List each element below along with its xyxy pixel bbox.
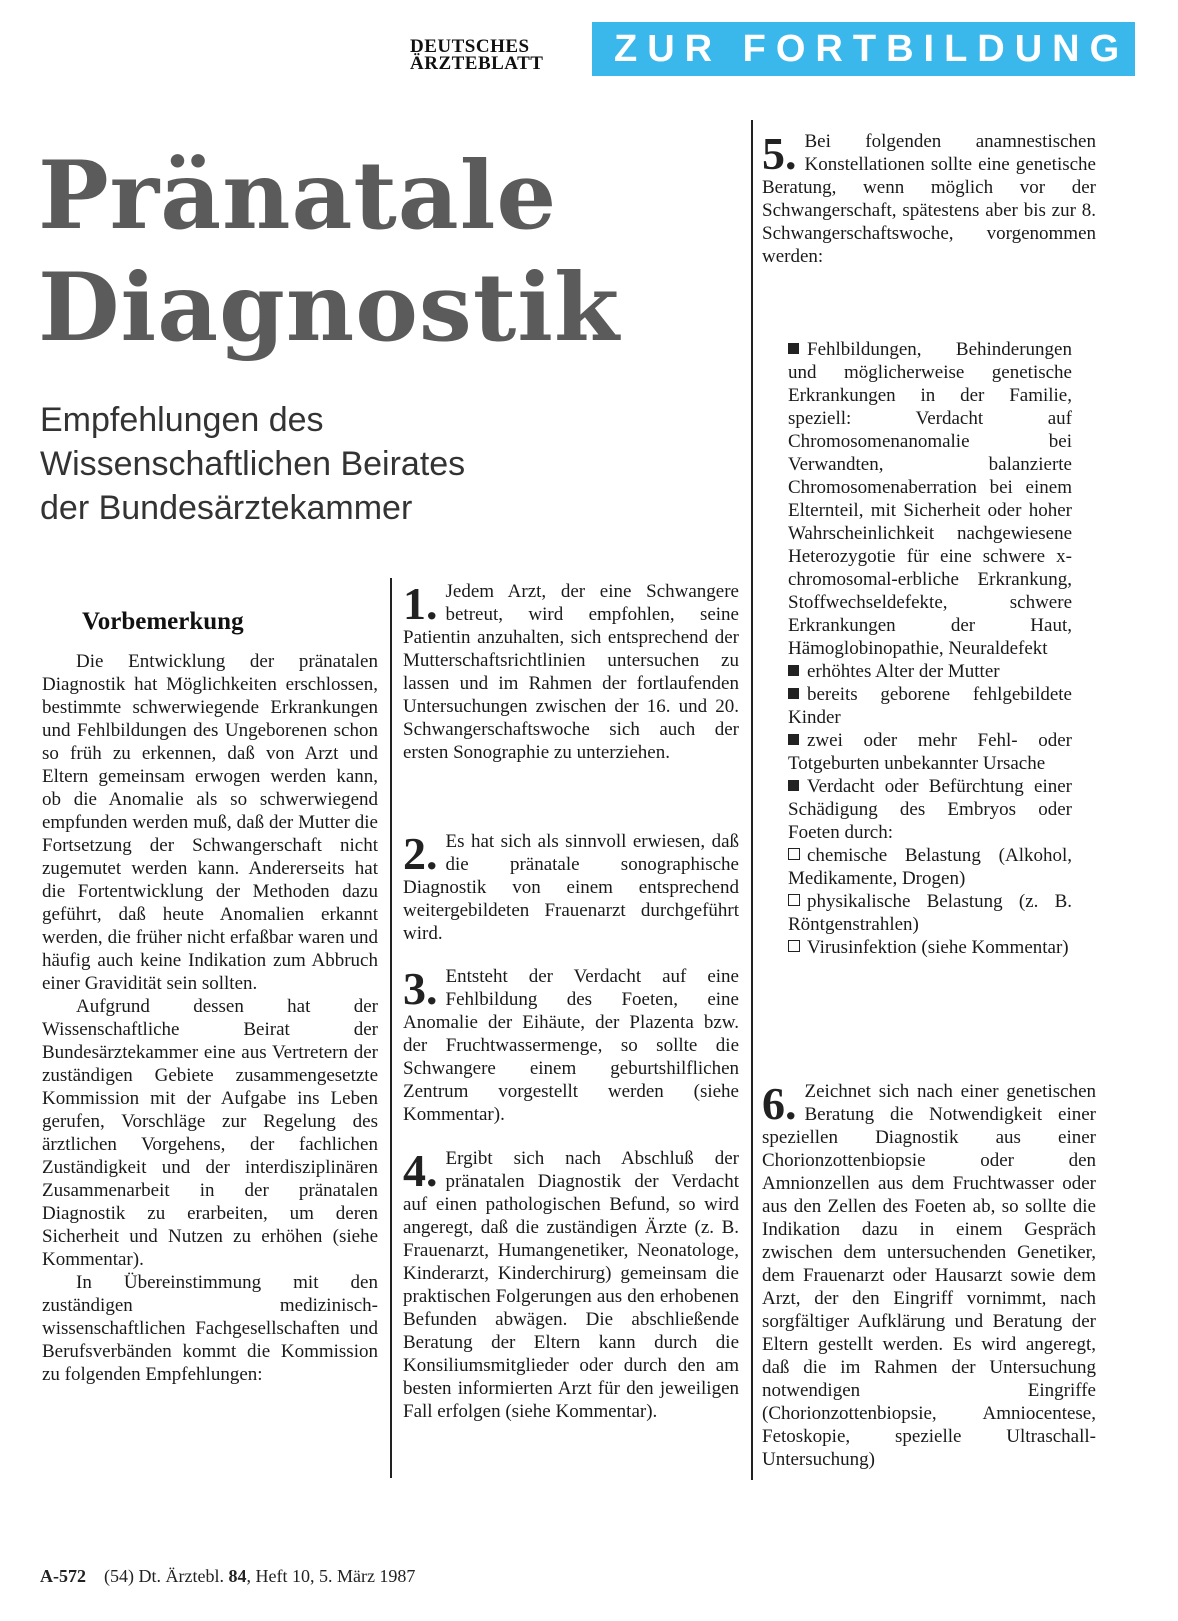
recommendation-text: Zeichnet sich nach einer genetischen Beratung die Notwendigkeit einer speziellen Diagnostik aus einer Chorionzottenbiopsie oder den Amnionzellen aus dem Fruchtwasser oder aus den Zellen des Foeten ab, so sollte die Indikation dazu in einem Gespräch zwischen dem untersuchenden Genetiker, dem Frauenarzt oder Hausarzt sowie dem Arzt, der den Eingriff vornimmt, nach sorgfältiger Aufklärung und Beratung der Eltern gestellt werden. Es wird angeregt, daß die im Rahmen der Untersuchung notwendigen Eingriffe (Chorionzottenbiopsie, Amniocentese, Fetoskopie, spezielle Ultraschall-Untersuchung) (762, 1081, 1096, 1470)
recommendation-text: Ergibt sich nach Abschluß der pränatalen Diagnostik der Verdacht auf einen pathologischen Befund, so wird angeregt, daß die zuständigen Ärzte (z. B. Frauenarzt, Humangenetiker, Neonatologe, Kinderarzt, Kinderchirurg) gemeinsam die praktischen Folgerungen aus den erhobenen Befunden abwägen. Die abschließende Beratung der Eltern kann durch die Konsiliumsmitglieder oder durch den am besten informierten Arzt für den jeweiligen Fall erfolgen (siehe Kommentar). (403, 1148, 739, 1422)
square-bullet-icon (788, 343, 799, 354)
recommendation-2 (403, 830, 739, 945)
column-divider-2 (751, 120, 753, 1480)
square-bullet-icon (788, 780, 799, 791)
checkbox-outline-icon (788, 894, 800, 906)
section-banner: ZUR FORTBILDUNG (592, 22, 1135, 76)
sub-list-item: chemische Belastung (Alkohol, Medikamente, Drogen) (788, 845, 1072, 889)
subtitle-line-2: Wissenschaftlichen Beirates (40, 445, 466, 483)
page-footer (40, 1566, 415, 1587)
title-line-2: Diagnostik (38, 253, 621, 363)
journal-logo (410, 38, 543, 72)
preface-text (42, 650, 378, 1386)
recommendation-3 (403, 965, 739, 1126)
preface-paragraph-3: In Übereinstimmung mit den zuständigen medizinisch-wissenschaftlichen Fachgesellschaften und Berufsverbänden kommt die Kommission zu folgenden Empfehlungen: (42, 1272, 378, 1385)
recommendation-number: 3. (403, 963, 438, 1014)
square-bullet-icon (788, 688, 799, 699)
recommendation-4 (403, 1147, 739, 1423)
column-divider-1 (390, 578, 392, 1478)
recommendation-text: Jedem Arzt, der eine Schwangere betreut, wird empfohlen, seine Patientin anzuhalten, sich entsprechend der Mutterschaftsrichtlinien untersuchen zu lassen und im Rahmen der fortlaufenden Untersuchungen zwischen der 16. und 20. Schwangerschaftswoche sich auch der ersten Sonographie zu unterziehen. (403, 581, 739, 763)
preface-heading: Vorbemerkung (82, 608, 244, 635)
list-item: zwei oder mehr Fehl- oder Totgeburten unbekannter Ursache (788, 730, 1072, 774)
logo-line-2: ÄRZTEBLATT (410, 53, 544, 74)
sub-list-item: physikalische Belastung (z. B. Röntgenstrahlen) (788, 891, 1072, 935)
recommendation-1 (403, 580, 739, 764)
list-item: Fehlbildungen, Behinderungen und möglicherweise genetische Erkrankungen in der Familie, speziell: Verdacht auf Chromosomenanomalie bei Verwandten, balanzierte Chromosomenaberration bei einem Elternteil, mit Sicherheit oder hoher Wahrscheinlichkeit nachgewiesene Heterozygotie für eine schwere x-chromosomal-erbliche Erkrankung, Stoffwechseldefekte, schwere Erkrankungen der Haut, Hämoglobinopathie, Neuraldefekt (788, 339, 1072, 659)
square-bullet-icon (788, 665, 799, 676)
sub-list-item: Virusinfektion (siehe Kommentar) (788, 936, 1072, 959)
checkbox-outline-icon (788, 848, 800, 860)
recommendation-number: 1. (403, 578, 438, 629)
preface-paragraph-2: Aufgrund dessen hat der Wissenschaftliche Beirat der Bundesärztekammer eine aus Vertretern der zuständigen Gebiete zusammengesetzte Kommission mit der Aufgabe ins Leben gerufen, Vorschläge zur Regelung des ärztlichen Vorgehens, der fachlichen Zuständigkeit und der interdisziplinären Zusammenarbeit in der pränatalen Diagnostik zu erarbeiten, um deren Sicherheit und Nutzen zu erhöhen (siehe Kommentar). (42, 996, 378, 1270)
square-bullet-icon (788, 734, 799, 745)
logo-line-1: DEUTSCHES (410, 36, 530, 57)
recommendation-6 (762, 1080, 1096, 1471)
recommendation-5 (762, 130, 1096, 268)
recommendation-text: Es hat sich als sinnvoll erwiesen, daß die pränatale sonographische Diagnostik von einem entsprechend weitergebildeten Frauenarzt durchgeführt wird. (403, 831, 739, 944)
subtitle-line-1: Empfehlungen des (40, 401, 324, 439)
indication-list (788, 338, 1072, 959)
title-line-1: Pränatale (38, 141, 558, 251)
issue-suffix: , Heft 10, 5. März 1987 (246, 1566, 416, 1586)
checkbox-outline-icon (788, 940, 800, 952)
recommendation-number: 5. (762, 128, 797, 179)
recommendation-number: 2. (403, 828, 438, 879)
recommendation-number: 6. (762, 1078, 797, 1129)
issue-prefix: (54) Dt. Ärztebl. (104, 1566, 224, 1586)
recommendation-text: Entsteht der Verdacht auf eine Fehlbildung des Foeten, eine Anomalie der Eihäute, der Plazenta bzw. der Fruchtwassermenge, so sollte die Schwangere einem geburtshilflichen Zentrum vorgestellt werden (siehe Kommentar). (403, 966, 739, 1125)
page-id: A-572 (40, 1566, 86, 1586)
subtitle-line-3: der Bundesärztekammer (40, 489, 413, 527)
list-item: erhöhtes Alter der Mutter (788, 660, 1072, 683)
article-subtitle (40, 398, 465, 530)
volume-number: 84 (228, 1566, 247, 1586)
preface-paragraph-1: Die Entwicklung der pränatalen Diagnostik hat Möglichkeiten erschlossen, bestimmte schwerwiegende Erkrankungen und Fehlbildungen des Ungeborenen schon so früh zu erkennen, daß von Arzt und Eltern gemeinsam erwogen werden kann, ob die Anomalie als so schwerwiegend empfunden werden muß, daß der Mutter die Fortsetzung der Schwangerschaft nicht zugemutet werden kann. Andererseits hat die Fortentwicklung der Methoden dazu geführt, daß heute Anomalien erkannt werden, die früher nicht erfaßbar waren und häufig auch keine Indikation zum Abbruch einer Gravidität sein sollten. (42, 651, 378, 994)
recommendation-number: 4. (403, 1145, 438, 1196)
recommendation-text: Bei folgenden anamnestischen Konstellationen sollte eine genetische Beratung, wenn möglich vor der Schwangerschaft, spätestens aber bis zur 8. Schwangerschaftswoche, vorgenommen werden: (762, 131, 1096, 267)
list-item: Verdacht oder Befürchtung einer Schädigung des Embryos oder Foeten durch: (788, 776, 1072, 843)
article-title (38, 140, 620, 364)
list-item: bereits geborene fehlgebildete Kinder (788, 684, 1072, 728)
